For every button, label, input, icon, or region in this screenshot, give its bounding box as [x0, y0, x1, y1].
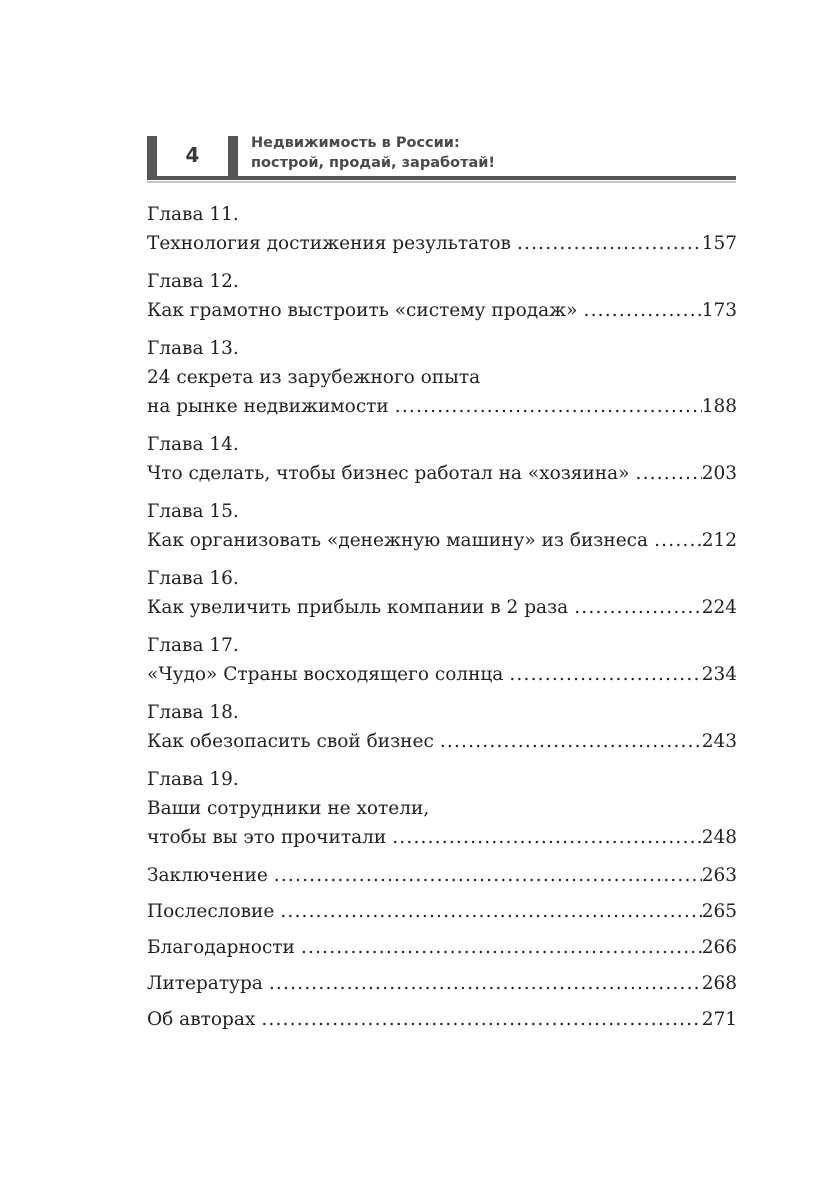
- chapter-label: Глава 13.: [147, 338, 239, 359]
- toc-chapter-entry[interactable]: [147, 564, 737, 622]
- toc-chapter-entry[interactable]: [147, 200, 737, 258]
- chapter-title: Как организовать «денежную машину» из бизнеса: [147, 530, 649, 551]
- page-ref: 173: [701, 300, 737, 321]
- chapter-title-row: [147, 526, 737, 555]
- chapter-title-row: [147, 660, 737, 689]
- header-bar-divider: [228, 136, 238, 180]
- page-number: 4: [185, 143, 200, 167]
- book-title-line-2: построй, продай, заработай!: [251, 155, 496, 171]
- chapter-title-row: [147, 823, 737, 852]
- page-ref: 188: [701, 396, 737, 417]
- header-bar-left: [147, 136, 157, 180]
- chapter-title: «Чудо» Страны восходящего солнца: [147, 664, 504, 685]
- chapter-title-row: [147, 593, 737, 622]
- page-ref: 263: [701, 865, 737, 886]
- page-ref: 203: [701, 463, 737, 484]
- dot-leader: [654, 526, 702, 555]
- page-ref: 271: [701, 1009, 737, 1030]
- page-ref: 265: [701, 901, 737, 922]
- toc-section-entry[interactable]: [147, 969, 737, 998]
- dot-leader: [440, 727, 702, 756]
- chapter-title: на рынке недвижимости: [147, 396, 389, 417]
- page-ref: 157: [701, 233, 737, 254]
- dot-leader: [635, 459, 701, 488]
- chapter-title-line: 24 секрета из зарубежного опыта: [147, 367, 481, 388]
- chapter-title: Как увеличить прибыль компании в 2 раза: [147, 597, 569, 618]
- page-ref: 266: [701, 937, 737, 958]
- chapter-title-row: [147, 459, 737, 488]
- toc-chapter-entry[interactable]: [147, 631, 737, 689]
- chapter-title-row: [147, 229, 737, 258]
- dot-leader: [395, 392, 702, 421]
- chapter-label: Глава 19.: [147, 769, 239, 790]
- book-title-line-1: Недвижимость в России:: [251, 135, 460, 151]
- dot-leader: [509, 660, 701, 689]
- book-title: [251, 133, 495, 173]
- dot-leader: [517, 229, 702, 258]
- chapter-label: Глава 14.: [147, 434, 239, 455]
- dot-leader: [583, 296, 701, 325]
- toc-chapter-entry[interactable]: [147, 497, 737, 555]
- page-ref: 248: [701, 827, 737, 848]
- page-ref: 212: [701, 530, 737, 551]
- chapter-label: Глава 16.: [147, 568, 239, 589]
- header-rule-shadow: [147, 181, 736, 183]
- chapter-title-row: [147, 727, 737, 756]
- section-title: Благодарности: [147, 937, 295, 958]
- dot-leader: [261, 1005, 701, 1034]
- dot-leader: [269, 969, 702, 998]
- chapter-title-row: [147, 296, 737, 325]
- page-ref: 268: [701, 973, 737, 994]
- dot-leader: [392, 823, 701, 852]
- running-header: [147, 134, 737, 184]
- table-of-contents: [147, 200, 737, 1041]
- toc-chapter-entry[interactable]: [147, 267, 737, 325]
- chapter-list: [147, 200, 737, 852]
- toc-chapter-entry[interactable]: [147, 430, 737, 488]
- toc-section-entry[interactable]: [147, 933, 737, 962]
- page-ref: 243: [701, 731, 737, 752]
- section-list: [147, 861, 737, 1034]
- chapter-title: чтобы вы это прочитали: [147, 827, 387, 848]
- header-rule: [147, 176, 736, 180]
- toc-chapter-entry[interactable]: [147, 765, 737, 852]
- chapter-title-line: Ваши сотрудники не хотели,: [147, 798, 430, 819]
- section-title: Литература: [147, 973, 263, 994]
- chapter-label: Глава 18.: [147, 702, 239, 723]
- chapter-title: Что сделать, чтобы бизнес работал на «хозяина»: [147, 463, 630, 484]
- chapter-label: Глава 12.: [147, 271, 239, 292]
- chapter-title: Как обезопасить свой бизнес: [147, 731, 434, 752]
- toc-section-entry[interactable]: [147, 861, 737, 890]
- section-title: Заключение: [147, 865, 268, 886]
- dot-leader: [274, 861, 702, 890]
- chapter-label: Глава 15.: [147, 501, 239, 522]
- dot-leader: [280, 897, 701, 926]
- page-ref: 234: [701, 664, 737, 685]
- section-title: Послесловие: [147, 901, 275, 922]
- dot-leader: [574, 593, 701, 622]
- toc-chapter-entry[interactable]: [147, 698, 737, 756]
- toc-section-entry[interactable]: [147, 1005, 737, 1034]
- toc-chapter-entry[interactable]: [147, 334, 737, 421]
- chapter-label: Глава 17.: [147, 635, 239, 656]
- chapter-title: Технология достижения результатов: [147, 233, 511, 254]
- toc-section-entry[interactable]: [147, 897, 737, 926]
- chapter-title-row: [147, 392, 737, 421]
- chapter-label: Глава 11.: [147, 204, 239, 225]
- page-ref: 224: [701, 597, 737, 618]
- section-title: Об авторах: [147, 1009, 256, 1030]
- dot-leader: [301, 933, 702, 962]
- chapter-title: Как грамотно выстроить «систему продаж»: [147, 300, 578, 321]
